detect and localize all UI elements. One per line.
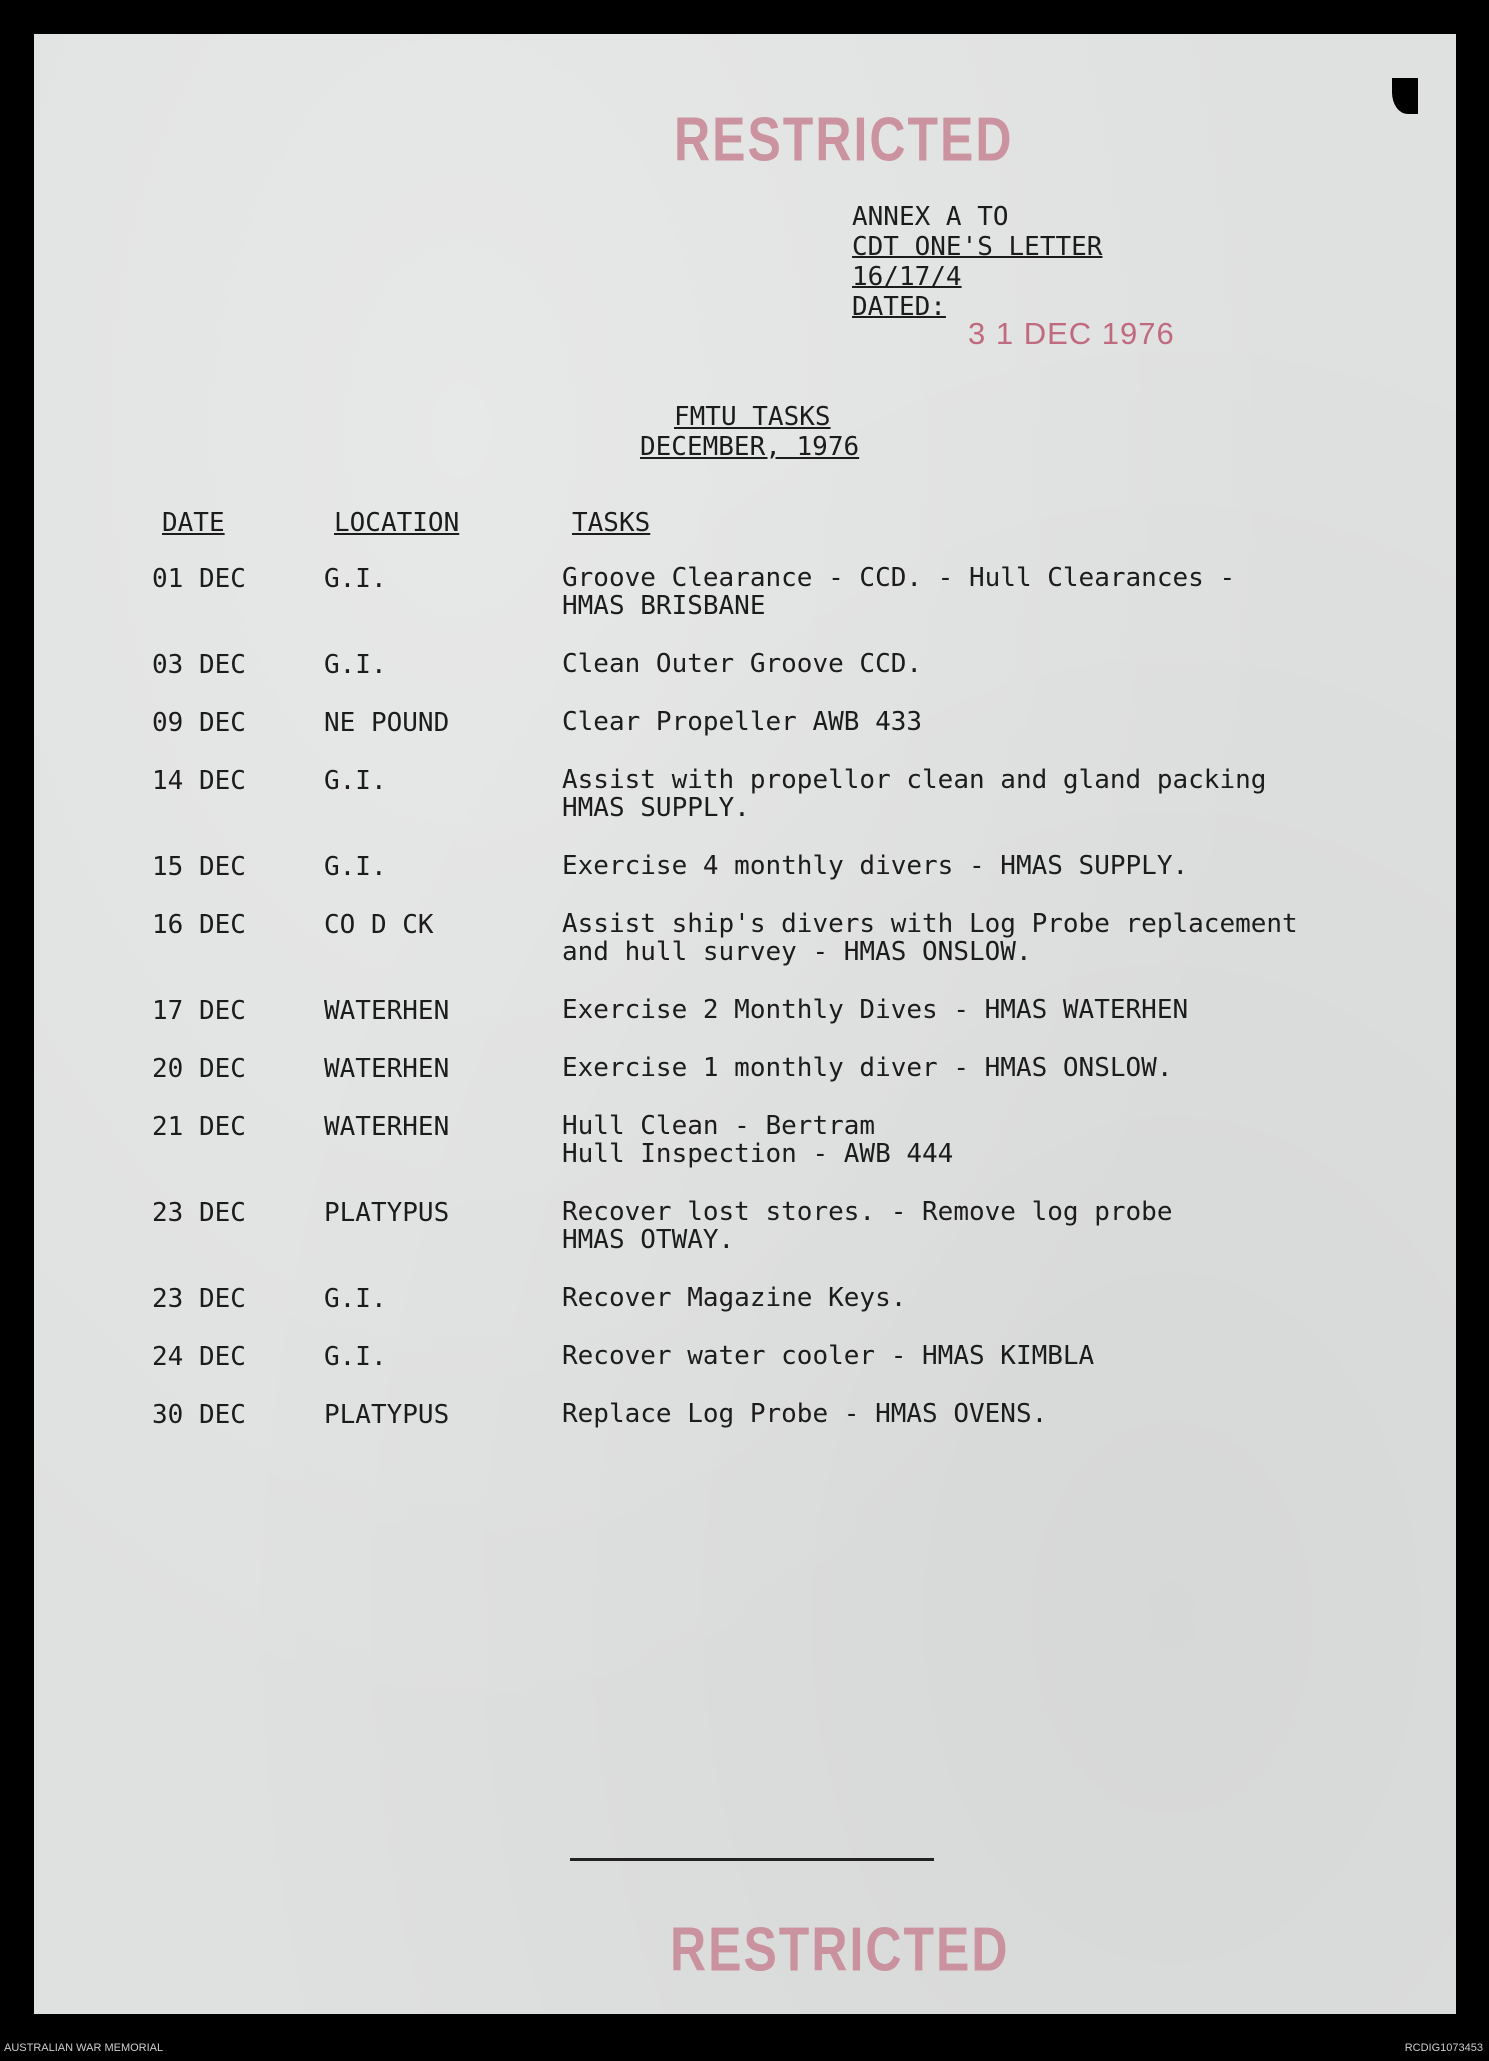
row-location: NE POUND [324, 708, 450, 738]
row-task-line-1: Recover water cooler - HMAS KIMBLA [562, 1341, 1095, 1371]
date-stamp: 3 1 DEC 1976 [968, 316, 1175, 351]
row-task-line-1: Clean Outer Groove CCD. [562, 649, 923, 679]
row-task-line-2: and hull survey - HMAS ONSLOW. [562, 937, 1032, 967]
row-location: CO D CK [324, 910, 434, 940]
row-task [562, 1054, 1172, 1082]
row-date: 14 DEC [152, 766, 246, 796]
row-location: WATERHEN [324, 996, 450, 1026]
row-date: 20 DEC [152, 1054, 246, 1084]
annex-line-4: DATED: [852, 292, 946, 322]
header-location: LOCATION [334, 508, 460, 538]
row-date: 03 DEC [152, 650, 246, 680]
row-task [562, 708, 922, 736]
row-task [562, 1400, 1047, 1428]
paper-corner-mark [1392, 78, 1418, 114]
row-location: G.I. [324, 1284, 387, 1314]
row-task [562, 1284, 906, 1312]
row-task-line-1: Exercise 1 monthly diver - HMAS ONSLOW. [562, 1053, 1173, 1083]
row-date: 16 DEC [152, 910, 246, 940]
row-task [562, 1342, 1094, 1370]
row-task [562, 650, 922, 678]
row-task [562, 852, 1188, 880]
row-task-line-1: Clear Propeller AWB 433 [562, 707, 923, 737]
row-task [562, 564, 1235, 620]
row-task-line-1: Exercise 2 Monthly Dives - HMAS WATERHEN [562, 995, 1189, 1025]
annex-line-1: ANNEX A TO [852, 202, 1009, 232]
row-location: PLATYPUS [324, 1400, 450, 1430]
document-title: FMTU TASKS [674, 402, 831, 432]
row-task-line-2: HMAS OTWAY. [562, 1225, 735, 1255]
row-task-line-1: Assist ship's divers with Log Probe replacement [562, 909, 1298, 939]
header-tasks: TASKS [572, 508, 651, 538]
row-task-line-1: Replace Log Probe - HMAS OVENS. [562, 1399, 1048, 1429]
document-page [34, 34, 1456, 2014]
row-task-line-1: Recover lost stores. - Remove log probe [562, 1197, 1173, 1227]
row-location: WATERHEN [324, 1054, 450, 1084]
row-task-line-1: Assist with propellor clean and gland packing [562, 765, 1267, 795]
row-task-line-1: Groove Clearance - CCD. - Hull Clearances - [562, 563, 1236, 593]
row-date: 23 DEC [152, 1284, 246, 1314]
row-task [562, 910, 1298, 966]
row-date: 23 DEC [152, 1198, 246, 1228]
row-date: 17 DEC [152, 996, 246, 1026]
footer-archive-name: AUSTRALIAN WAR MEMORIAL [4, 2042, 164, 2054]
row-task [562, 996, 1188, 1024]
annex-line-2: CDT ONE'S LETTER [852, 232, 1103, 262]
restricted-stamp-bottom: RESTRICTED [670, 1914, 1010, 1984]
row-task-line-1: Recover Magazine Keys. [562, 1283, 907, 1313]
document-subtitle: DECEMBER, 1976 [640, 432, 860, 462]
row-location: G.I. [324, 1342, 387, 1372]
row-task-line-1: Hull Clean - Bertram [562, 1111, 876, 1141]
row-location: PLATYPUS [324, 1198, 450, 1228]
header-date: DATE [162, 508, 225, 538]
row-date: 24 DEC [152, 1342, 246, 1372]
row-location: WATERHEN [324, 1112, 450, 1142]
row-date: 09 DEC [152, 708, 246, 738]
row-task-line-2: HMAS SUPPLY. [562, 793, 750, 823]
row-date: 21 DEC [152, 1112, 246, 1142]
row-task [562, 1112, 953, 1168]
row-location: G.I. [324, 852, 387, 882]
row-task-line-2: Hull Inspection - AWB 444 [562, 1139, 954, 1169]
end-rule [570, 1858, 934, 1861]
row-date: 15 DEC [152, 852, 246, 882]
restricted-stamp-top: RESTRICTED [674, 104, 1014, 174]
row-task-line-2: HMAS BRISBANE [562, 591, 766, 621]
annex-line-3: 16/17/4 [852, 262, 962, 292]
row-date: 30 DEC [152, 1400, 246, 1430]
row-task [562, 1198, 1172, 1254]
row-task-line-1: Exercise 4 monthly divers - HMAS SUPPLY. [562, 851, 1189, 881]
row-location: G.I. [324, 564, 387, 594]
footer-record-id: RCDIG1073453 [1404, 2042, 1483, 2054]
row-date: 01 DEC [152, 564, 246, 594]
row-task [562, 766, 1266, 822]
row-location: G.I. [324, 650, 387, 680]
row-location: G.I. [324, 766, 387, 796]
